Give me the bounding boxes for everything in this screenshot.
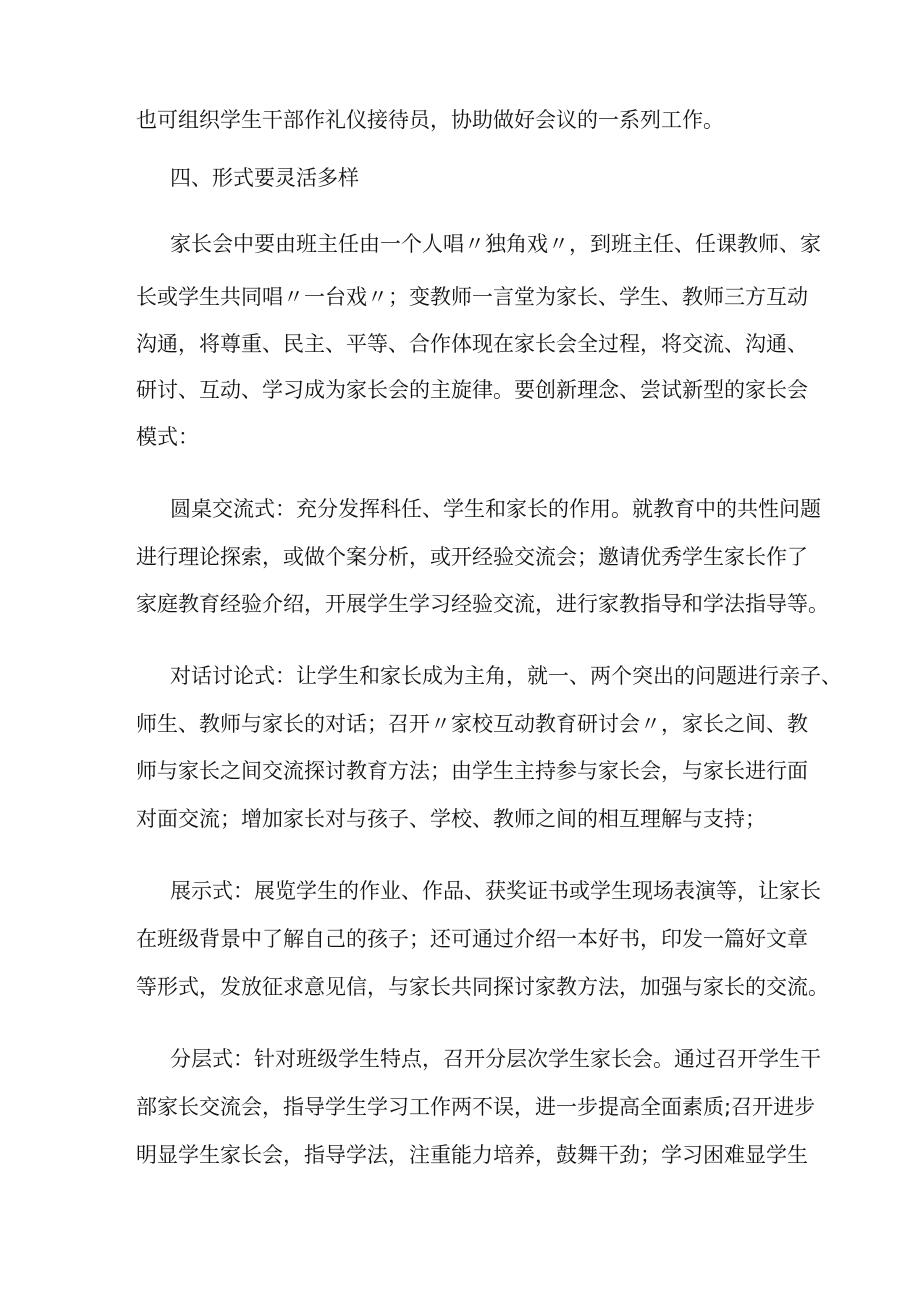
text-line: 家长会中要由班主任由一个人唱〃独角戏〃，到班主任、任课教师、家 [170,232,821,256]
text-line: 师生、教师与家长的对话；召开〃家校互动教育研讨会〃，家长之间、教 [136,712,808,736]
text-line: 研讨、互动、学习成为家长会的主旋律。要创新理念、尝试新型的家长会 [136,378,808,402]
text-line: 师与家长之间交流探讨教育方法；由学生主持参与家长会，与家长进行面 [136,759,808,783]
text-line: 对话讨论式：让学生和家长成为主角，就一、两个突出的问题进行亲子、 [170,664,842,688]
text-line: 等形式，发放征求意见信，与家长共同探讨家教方法，加强与家长的交流。 [136,975,829,999]
text-line: 家庭教育经验介绍，开展学生学习经验交流，进行家教指导和学法指导等。 [136,592,829,616]
text-line: 模式： [136,425,199,449]
text-line: 展示式：展览学生的作业、作品、获奖证书或学生现场表演等，让家长 [170,879,821,903]
text-line: 对面交流；增加家长对与孩子、学校、教师之间的相互理解与支持； [136,807,766,831]
text-line: 进行理论探索，或做个案分析，或开经验交流会；邀请优秀学生家长作了 [136,545,808,569]
text-line: 在班级背景中了解自己的孩子；还可通过介绍一本好书，印发一篇好文章 [136,927,808,951]
text-line: 部家长交流会，指导学生学习工作两不误，进一步提高全面素质;召开进步 [136,1095,816,1119]
text-line: 圆桌交流式：充分发挥科任、学生和家长的作用。就教育中的共性问题 [170,497,821,521]
text-line: 长或学生共同唱〃一台戏〃；变教师一言堂为家长、学生、教师三方互动 [136,285,808,309]
section-heading: 四、形式要灵活多样 [170,166,359,190]
text-line: 分层式：针对班级学生特点，召开分层次学生家长会。通过召开学生干 [170,1047,821,1071]
text-line: 明显学生家长会，指导学法，注重能力培养，鼓舞干劲；学习困难显学生 [136,1143,808,1167]
text-line: 也可组织学生干部作礼仪接待员，协助做好会议的一系列工作。 [136,108,724,132]
text-line: 沟通，将尊重、民主、平等、合作体现在家长会全过程，将交流、沟通、 [136,332,808,356]
